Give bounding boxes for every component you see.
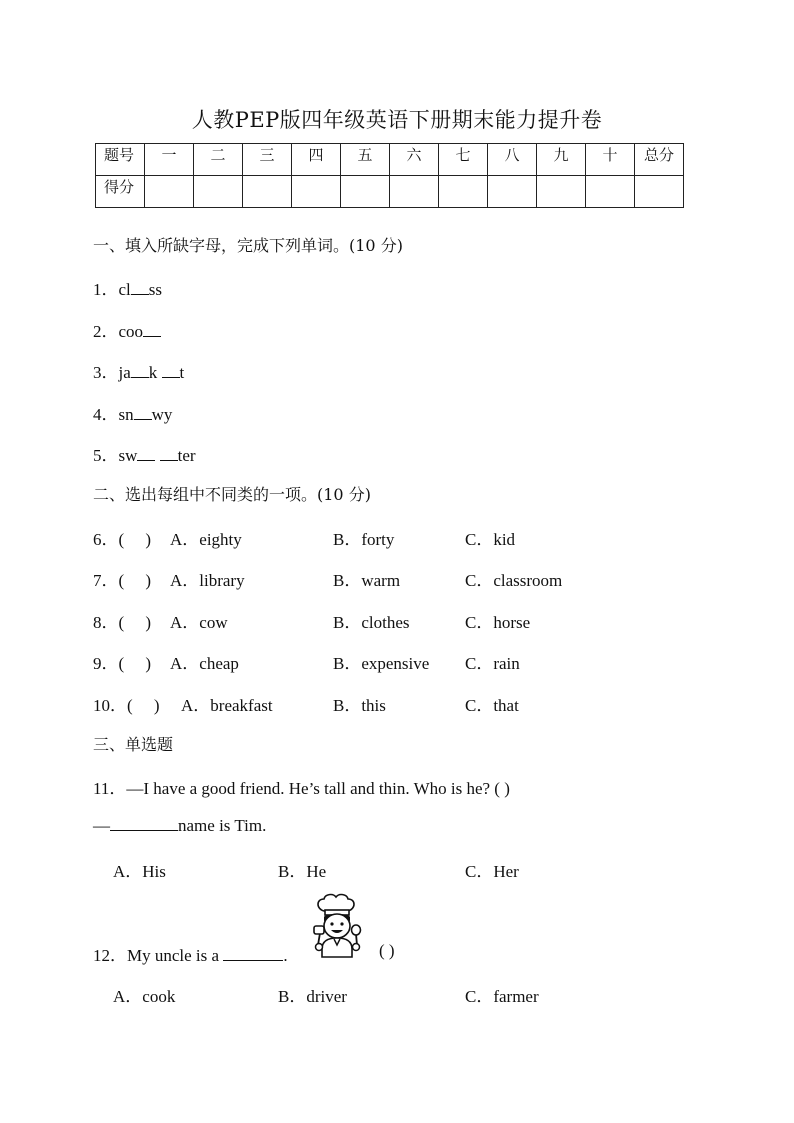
- question-number: 7．( ): [93, 571, 152, 590]
- option-a: A．library: [170, 571, 245, 590]
- option-b: B．forty: [333, 530, 395, 549]
- section-heading: 二、选出每组中不同类的一项。(10 分): [93, 485, 371, 504]
- option-b: B．warm: [333, 571, 401, 590]
- score-table-header: 一: [145, 144, 194, 176]
- page-title: 人教PEP版四年级英语下册期末能力提升卷: [191, 108, 603, 132]
- question-number: 9．( ): [93, 654, 152, 673]
- score-table-header: 八: [488, 144, 537, 176]
- option-a: A．cow: [170, 613, 228, 632]
- option-b: B．He: [278, 862, 327, 881]
- question-item: 3．ja k t: [93, 363, 185, 382]
- option-c: C．kid: [465, 530, 516, 549]
- score-cell[interactable]: [586, 176, 635, 208]
- option-c: C．horse: [465, 613, 531, 632]
- section-heading: 一、填入所缺字母，完成下列单词。(10 分): [93, 236, 403, 255]
- score-table-header: 五: [341, 144, 390, 176]
- question-item: 5．sw ter: [93, 446, 196, 465]
- option-c: C．that: [465, 696, 519, 715]
- answer-blank[interactable]: [134, 405, 152, 420]
- option-b: B．expensive: [333, 654, 430, 673]
- score-cell[interactable]: [635, 176, 684, 208]
- answer-blank[interactable]: [137, 446, 155, 461]
- question-number: 8．( ): [93, 613, 152, 632]
- question-item: 2．coo: [93, 317, 161, 342]
- score-cell[interactable]: [537, 176, 586, 208]
- score-table-header: 十: [586, 144, 635, 176]
- option-b: B．this: [333, 696, 386, 715]
- answer-blank[interactable]: [131, 363, 149, 378]
- option-a: A．His: [113, 862, 166, 881]
- option-a: A．breakfast: [181, 696, 273, 715]
- option-c: C．classroom: [465, 571, 563, 590]
- answer-blank[interactable]: [162, 363, 180, 378]
- score-table-header: 六: [390, 144, 439, 176]
- question-number: 10．( ): [93, 696, 160, 715]
- section-heading: 三、单选题: [93, 735, 174, 754]
- score-table-header-row: [96, 144, 684, 176]
- option-c: C．rain: [465, 654, 520, 673]
- answer-blank[interactable]: [143, 322, 161, 337]
- score-cell[interactable]: [341, 176, 390, 208]
- score-cell[interactable]: [292, 176, 341, 208]
- answer-blank[interactable]: [131, 280, 149, 295]
- score-table-score-row: [96, 176, 684, 208]
- score-table-row-label: 得分: [96, 176, 145, 208]
- option-a: A．cheap: [170, 654, 239, 673]
- score-table-header: 四: [292, 144, 341, 176]
- score-cell[interactable]: [145, 176, 194, 208]
- chef-cook-icon: [306, 893, 368, 959]
- option-a: A．eighty: [170, 530, 242, 549]
- score-table-header: 总分: [635, 144, 684, 176]
- score-cell[interactable]: [439, 176, 488, 208]
- score-table-row-label: 题号: [96, 144, 145, 176]
- option-b: B．driver: [278, 987, 347, 1006]
- answer-paren: ( ): [379, 941, 395, 960]
- option-c: C．farmer: [465, 987, 539, 1006]
- answer-blank[interactable]: [160, 446, 178, 461]
- question-item: 1．cl ss: [93, 280, 163, 299]
- answer-blank[interactable]: [110, 816, 178, 831]
- score-table-header: 三: [243, 144, 292, 176]
- score-cell[interactable]: [390, 176, 439, 208]
- score-table-header: 九: [537, 144, 586, 176]
- option-a: A．cook: [113, 987, 176, 1006]
- score-cell[interactable]: [194, 176, 243, 208]
- score-table-header: 七: [439, 144, 488, 176]
- question-11-response: — name is Tim.: [93, 816, 267, 835]
- option-b: B．clothes: [333, 613, 410, 632]
- option-c: C．Her: [465, 862, 519, 881]
- score-table-header: 二: [194, 144, 243, 176]
- score-cell[interactable]: [488, 176, 537, 208]
- score-cell[interactable]: [243, 176, 292, 208]
- question-11-text: 11．—I have a good friend. He’s tall and thin. Who is he? ( ): [93, 779, 510, 798]
- answer-blank[interactable]: [223, 946, 283, 961]
- question-12-text: 12．My uncle is a .: [93, 946, 288, 965]
- score-table: [95, 143, 684, 208]
- question-number: 6．( ): [93, 530, 152, 549]
- question-item: 4．sn wy: [93, 405, 173, 424]
